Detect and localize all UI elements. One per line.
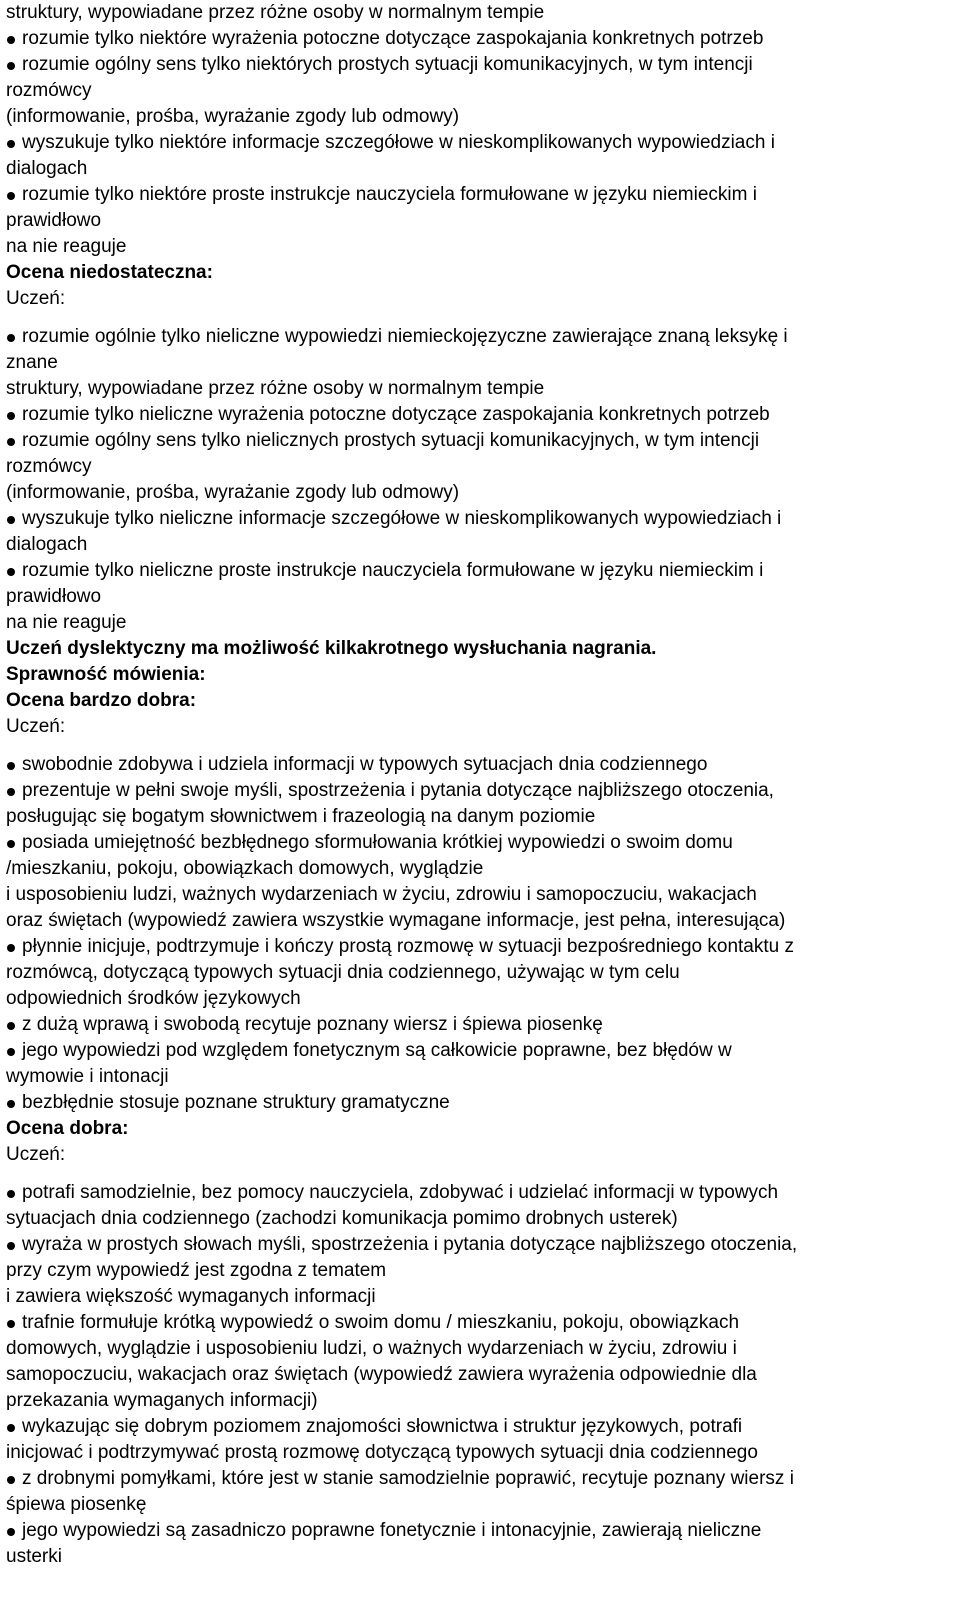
bullet-icon bbox=[7, 516, 15, 524]
text-line: Uczeń: bbox=[6, 288, 66, 309]
bullet-item bbox=[6, 1180, 960, 1206]
bullet-text: posiada umiejętność bezbłędnego sformułowania krótkiej wypowiedzi o swoim domu bbox=[22, 832, 733, 853]
bullet-icon bbox=[7, 140, 15, 148]
bullet-text: płynnie inicjuje, podtrzymuje i kończy prostą rozmowę w sytuacji bezpośredniego kontaktu z bbox=[22, 936, 794, 957]
bullet-text: wyszukuje tylko nieliczne informacje szczegółowe w nieskomplikowanych wypowiedziach i bbox=[22, 508, 782, 529]
section-heading: Ocena bardzo dobra: bbox=[6, 690, 197, 711]
bullet-text: prezentuje w pełni swoje myśli, spostrzeżenia i pytania dotyczące najbliższego otoczenia, bbox=[22, 780, 774, 801]
bullet-icon bbox=[7, 840, 15, 848]
text-line: prawidłowo bbox=[6, 210, 102, 231]
bullet-text: potrafi samodzielnie, bez pomocy nauczyciela, zdobywać i udzielać informacji w typowych bbox=[22, 1182, 779, 1203]
bullet-text: trafnie formułuje krótką wypowiedź o swoim domu / mieszkaniu, pokoju, obowiązkach bbox=[22, 1312, 740, 1333]
text-line: domowych, wyglądzie i usposobieniu ludzi, o ważnych wydarzeniach w życiu, zdrowiu i bbox=[6, 1338, 737, 1359]
text-line: dialogach bbox=[6, 534, 88, 555]
bullet-icon bbox=[7, 762, 15, 770]
bullet-text: rozumie ogólny sens tylko nielicznych prostych sytuacji komunikacyjnych, w tym intencji bbox=[22, 430, 760, 451]
bullet-text: wyszukuje tylko niektóre informacje szczegółowe w nieskomplikowanych wypowiedziach i bbox=[22, 132, 775, 153]
bullet-icon bbox=[7, 944, 15, 952]
bullet-text: wyraża w prostych słowach myśli, spostrzeżenia i pytania dotyczące najbliższego otoczenia, bbox=[22, 1234, 798, 1255]
text-line: usterki bbox=[6, 1546, 62, 1567]
bullet-text: z dużą wprawą i swobodą recytuje poznany wiersz i śpiewa piosenkę bbox=[22, 1014, 603, 1035]
bullet-icon bbox=[7, 412, 15, 420]
bullet-icon bbox=[7, 1022, 15, 1030]
bullet-icon bbox=[7, 334, 15, 342]
paragraph-spacer bbox=[6, 1168, 960, 1180]
bullet-item bbox=[6, 830, 960, 856]
bullet-item bbox=[6, 1466, 960, 1492]
bullet-text: bezbłędnie stosuje poznane struktury gramatyczne bbox=[22, 1092, 450, 1113]
text-line: inicjować i podtrzymywać prostą rozmowę dotyczącą typowych sytuacji dnia codziennego bbox=[6, 1442, 758, 1463]
section-heading: Uczeń dyslektyczny ma możliwość kilkakrotnego wysłuchania nagrania. bbox=[6, 638, 657, 659]
text-line: na nie reaguje bbox=[6, 236, 127, 257]
paragraph-spacer bbox=[6, 312, 960, 324]
text-line: rozmówcy bbox=[6, 456, 92, 477]
bullet-item bbox=[6, 934, 960, 960]
text-line: odpowiednich środków językowych bbox=[6, 988, 301, 1009]
text-line: śpiewa piosenkę bbox=[6, 1494, 147, 1515]
text-line: (informowanie, prośba, wyrażanie zgody lub odmowy) bbox=[6, 106, 460, 127]
bullet-item bbox=[6, 130, 960, 156]
text-line: Uczeń: bbox=[6, 1144, 66, 1165]
bullet-icon bbox=[7, 36, 15, 44]
text-line: struktury, wypowiadane przez różne osoby w normalnym tempie bbox=[6, 378, 545, 399]
text-line: rozmówcy bbox=[6, 80, 92, 101]
bullet-icon bbox=[7, 1048, 15, 1056]
text-line: /mieszkaniu, pokoju, obowiązkach domowych, wyglądzie bbox=[6, 858, 484, 879]
bullet-icon bbox=[7, 1100, 15, 1108]
bullet-icon bbox=[7, 1424, 15, 1432]
text-line: przekazania wymaganych informacji) bbox=[6, 1390, 318, 1411]
text-line: oraz świętach (wypowiedź zawiera wszystkie wymagane informacje, jest pełna, interesująca) bbox=[6, 910, 786, 931]
text-line: struktury, wypowiadane przez różne osoby w normalnym tempie bbox=[6, 2, 545, 23]
paragraph-spacer bbox=[6, 740, 960, 752]
text-line: i usposobieniu ludzi, ważnych wydarzeniach w życiu, zdrowiu i samopoczuciu, wakacjach bbox=[6, 884, 757, 905]
bullet-item bbox=[6, 1038, 960, 1064]
bullet-text: rozumie tylko nieliczne proste instrukcje nauczyciela formułowane w języku niemieckim i bbox=[22, 560, 764, 581]
bullet-item bbox=[6, 52, 960, 78]
bullet-icon bbox=[7, 62, 15, 70]
bullet-item bbox=[6, 324, 960, 350]
bullet-item bbox=[6, 1012, 960, 1038]
bullet-item bbox=[6, 1518, 960, 1544]
bullet-item bbox=[6, 778, 960, 804]
bullet-text: rozumie tylko niektóre proste instrukcje nauczyciela formułowane w języku niemieckim i bbox=[22, 184, 757, 205]
text-line: przy czym wypowiedź jest zgodna z tematem bbox=[6, 1260, 387, 1281]
section-heading: Sprawność mówienia: bbox=[6, 664, 206, 685]
text-line: i zawiera większość wymaganych informacji bbox=[6, 1286, 376, 1307]
bullet-text: jego wypowiedzi są zasadniczo poprawne fonetycznie i intonacyjnie, zawierają nieliczne bbox=[22, 1520, 762, 1541]
text-line: wymowie i intonacji bbox=[6, 1066, 169, 1087]
bullet-icon bbox=[7, 1528, 15, 1536]
bullet-icon bbox=[7, 788, 15, 796]
bullet-icon bbox=[7, 1476, 15, 1484]
bullet-text: z drobnymi pomyłkami, które jest w stanie samodzielnie poprawić, recytuje poznany wiersz i bbox=[22, 1468, 794, 1489]
section-heading: Ocena niedostateczna: bbox=[6, 262, 213, 283]
text-line: rozmówcą, dotyczącą typowych sytuacji dnia codziennego, używając w tym celu bbox=[6, 962, 680, 983]
text-line: Uczeń: bbox=[6, 716, 66, 737]
bullet-item bbox=[6, 1090, 960, 1116]
bullet-item bbox=[6, 26, 960, 52]
bullet-item bbox=[6, 402, 960, 428]
bullet-text: swobodnie zdobywa i udziela informacji w typowych sytuacjach dnia codziennego bbox=[22, 754, 708, 775]
bullet-item bbox=[6, 752, 960, 778]
bullet-item bbox=[6, 1414, 960, 1440]
section-heading: Ocena dobra: bbox=[6, 1118, 129, 1139]
text-line: znane bbox=[6, 352, 58, 373]
bullet-icon bbox=[7, 1190, 15, 1198]
text-line: samopoczuciu, wakacjach oraz świętach (wypowiedź zawiera wyrażenia odpowiednie dla bbox=[6, 1364, 757, 1385]
bullet-icon bbox=[7, 192, 15, 200]
bullet-icon bbox=[7, 438, 15, 446]
bullet-item bbox=[6, 506, 960, 532]
text-line: (informowanie, prośba, wyrażanie zgody lub odmowy) bbox=[6, 482, 460, 503]
bullet-item bbox=[6, 182, 960, 208]
text-line: na nie reaguje bbox=[6, 612, 127, 633]
bullet-text: rozumie ogólny sens tylko niektórych prostych sytuacji komunikacyjnych, w tym intencji bbox=[22, 54, 753, 75]
bullet-item bbox=[6, 428, 960, 454]
text-line: sytuacjach dnia codziennego (zachodzi komunikacja pomimo drobnych usterek) bbox=[6, 1208, 678, 1229]
bullet-icon bbox=[7, 1320, 15, 1328]
bullet-text: rozumie tylko niektóre wyrażenia potoczne dotyczące zaspokajania konkretnych potrzeb bbox=[22, 28, 764, 49]
bullet-item bbox=[6, 1310, 960, 1336]
text-line: dialogach bbox=[6, 158, 88, 179]
bullet-text: rozumie ogólnie tylko nieliczne wypowiedzi niemieckojęzyczne zawierające znaną leksykę i bbox=[22, 326, 788, 347]
bullet-item bbox=[6, 558, 960, 584]
bullet-icon bbox=[7, 568, 15, 576]
bullet-text: wykazując się dobrym poziomem znajomości słownictwa i struktur językowych, potrafi bbox=[22, 1416, 743, 1437]
text-line: prawidłowo bbox=[6, 586, 102, 607]
bullet-item bbox=[6, 1232, 960, 1258]
bullet-icon bbox=[7, 1242, 15, 1250]
bullet-text: rozumie tylko nieliczne wyrażenia potoczne dotyczące zaspokajania konkretnych potrzeb bbox=[22, 404, 770, 425]
text-line: posługując się bogatym słownictwem i frazeologią na danym poziomie bbox=[6, 806, 596, 827]
bullet-text: jego wypowiedzi pod względem fonetycznym są całkowicie poprawne, bez błędów w bbox=[22, 1040, 732, 1061]
